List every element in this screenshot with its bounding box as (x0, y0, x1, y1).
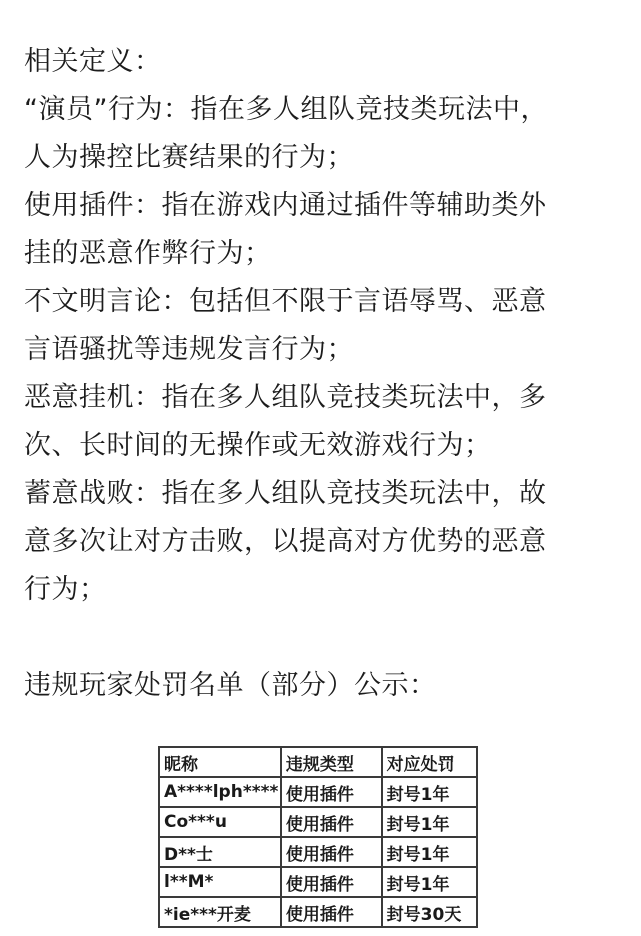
definition-line: 不文明言论：包括但不限于言语辱骂、恶意 (24, 286, 547, 317)
column-header-violation-type: 违规类型 (281, 747, 382, 777)
cell-penalty: 封号1年 (382, 867, 477, 897)
cell-violation-type: 使用插件 (281, 837, 382, 867)
table-row (159, 807, 477, 837)
definition-line: 行为； (24, 574, 107, 605)
cell-penalty: 封号1年 (382, 777, 477, 807)
cell-nickname: A****lph**** (159, 777, 281, 807)
column-header-penalty: 对应处罚 (382, 747, 477, 777)
penalty-table (158, 746, 478, 928)
cell-violation-type: 使用插件 (281, 777, 382, 807)
table-row (159, 897, 477, 927)
cell-penalty: 封号1年 (382, 807, 477, 837)
table-row (159, 867, 477, 897)
table-header-row (159, 747, 477, 777)
cell-nickname: Co***u (159, 807, 281, 837)
cell-violation-type: 使用插件 (281, 867, 382, 897)
definition-line: 蓄意战败：指在多人组队竞技类玩法中，故 (24, 478, 547, 509)
definition-line: 人为操控比赛结果的行为； (24, 142, 354, 173)
table-row (159, 837, 477, 867)
table-row (159, 777, 477, 807)
column-header-nickname: 昵称 (159, 747, 281, 777)
definition-line: 次、长时间的无操作或无效游戏行为； (24, 430, 492, 461)
definition-line: 使用插件：指在游戏内通过插件等辅助类外 (24, 190, 547, 221)
cell-penalty: 封号30天 (382, 897, 477, 927)
cell-nickname: l**M* (159, 867, 281, 897)
definition-line: 言语骚扰等违规发言行为； (24, 334, 354, 365)
cell-nickname: D**士 (159, 837, 281, 867)
definition-line: 恶意挂机：指在多人组队竞技类玩法中，多 (24, 382, 547, 413)
cell-penalty: 封号1年 (382, 837, 477, 867)
penalty-list-heading: 违规玩家处罚名单（部分）公示： (24, 670, 437, 701)
definitions-heading: 相关定义： (24, 46, 162, 77)
penalty-table-image (158, 746, 478, 928)
cell-violation-type: 使用插件 (281, 897, 382, 927)
cell-nickname: *ie***开麦 (159, 897, 281, 927)
definition-line: 挂的恶意作弊行为； (24, 238, 272, 269)
definition-line: 意多次让对方击败，以提高对方优势的恶意 (24, 526, 547, 557)
cell-violation-type: 使用插件 (281, 807, 382, 837)
definition-line: “演员”行为：指在多人组队竞技类玩法中， (24, 94, 548, 125)
